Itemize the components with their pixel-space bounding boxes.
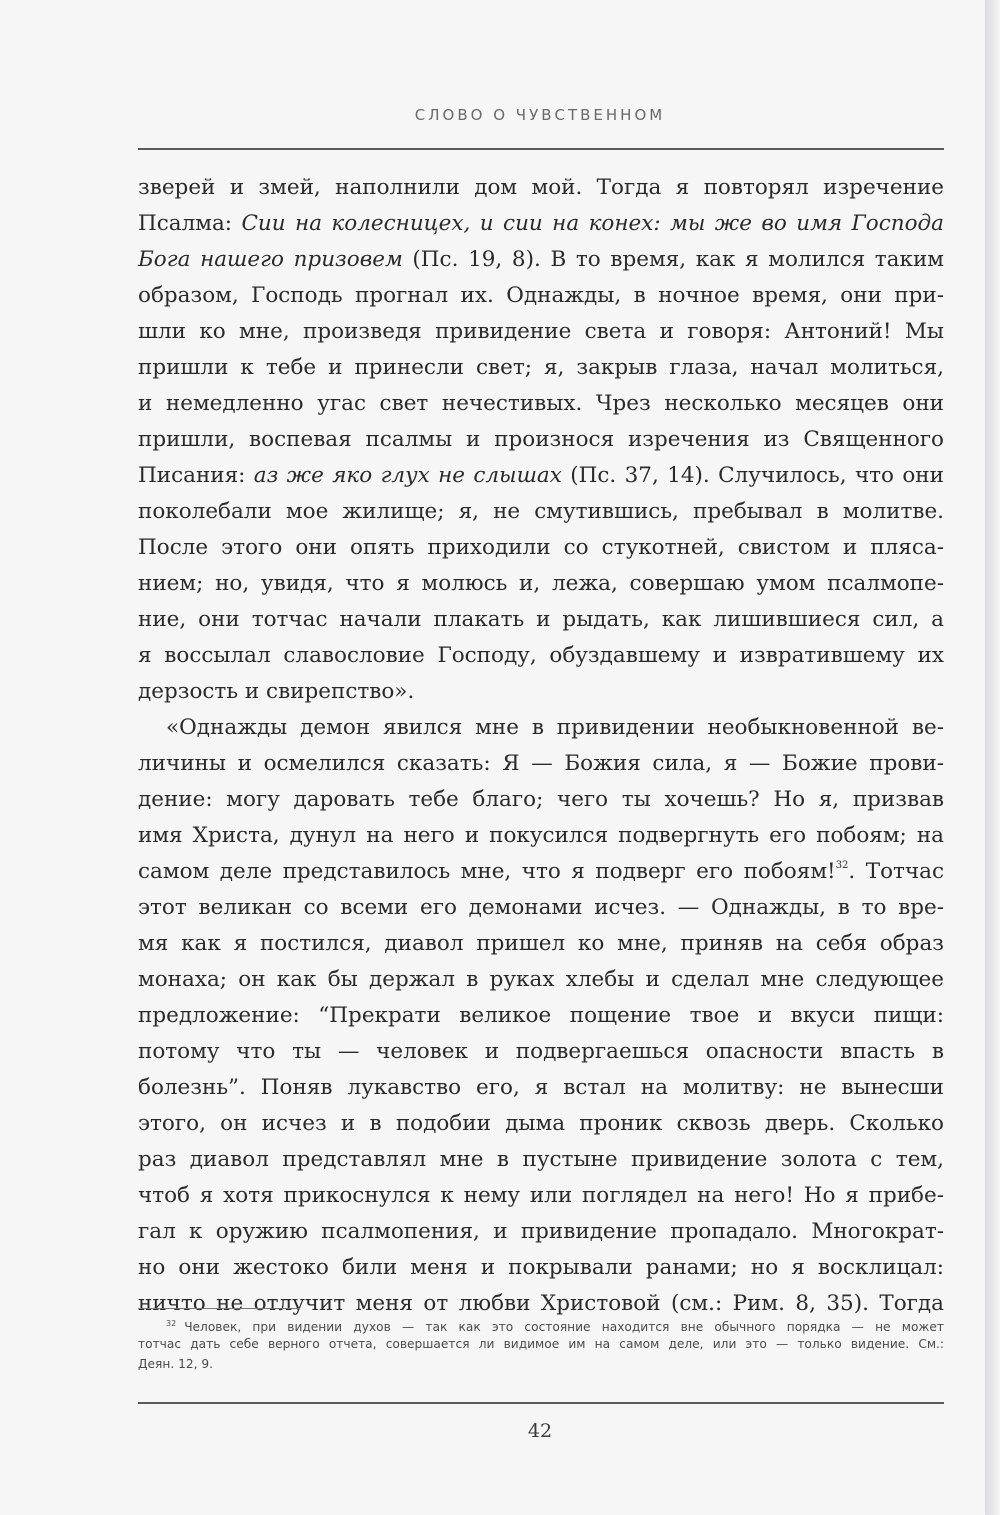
text-line: гал к оружию псалмопения, и привидение пропадало. Многократ- (138, 1219, 944, 1244)
text-line: зверей и змей, наполнили дом мой. Тогда я повторял изречение (138, 175, 944, 200)
footnote-separator (138, 1308, 300, 1309)
text-line: предложение: “Прекрати великое пощение твое и вкуси пищи: (138, 1003, 944, 1028)
text-line: потому что ты — человек и подвергаешься опасности впасть в (138, 1039, 944, 1064)
text-line: и немедленно угас свет нечестивых. Чрез несколько месяцев они (138, 391, 944, 416)
text-line: этот великан со всеми его демонами исчез. — Однажды, в то вре- (138, 895, 944, 920)
text-line: болезнь”. Поняв лукавство его, я встал на молитву: не вынесши (138, 1075, 944, 1100)
text-line (138, 242, 944, 278)
text-line: дение: могу даровать тебе благо; чего ты хочешь? Но я, призвав (138, 787, 944, 812)
text-line: чтоб я хотя прикоснулся к нему или поглядел на него! Но я прибе- (138, 1183, 944, 1208)
text-fragment: самом деле представилось мне, что я подверг его побоям! (138, 859, 836, 884)
footnote-ref[interactable]: 32 (835, 860, 849, 871)
main-text (138, 170, 944, 1322)
text-line: образом, Господь прогнал их. Однажды, в ночное время, они при- (138, 283, 944, 308)
footnote-text: Человек, при видении духов — так как это состояние находится вне обычного порядка — не может (184, 1320, 944, 1334)
text-line: этого, он исчез и в подобии дыма проник сквозь дверь. Сколько (138, 1111, 944, 1136)
text-line: «Однажды демон явился мне в привидении необыкновенной ве- (166, 715, 944, 740)
page-number: 42 (527, 1420, 553, 1442)
text-line: шли ко мне, произведя привидение света и говоря: Антоний! Мы (138, 319, 944, 344)
text-line: но они жестоко били меня и покрывали ранами; но я восклицал: (138, 1255, 944, 1280)
text-line: я воссылал славословие Господу, обуздавшему и извратившему их (138, 643, 944, 668)
text-line: имя Христа, дунул на него и покусился подвергнуть его побоям; на (138, 823, 944, 848)
text-line: дерзость и свирепство». (138, 679, 415, 704)
text-line: После этого они опять приходили со стукотней, свистом и пляса- (138, 535, 944, 560)
text-line: ничто не отлучит меня от любви Христовой (см.: Рим. 8, 35). Тогда (138, 1291, 944, 1316)
scripture-quote: аз же яко глух не слышах (253, 463, 562, 488)
footnote (138, 1314, 944, 1374)
scripture-quote: Сии на колесницех, и сии на конех: мы же во имя Господа (241, 211, 944, 236)
text-fragment: (Пс. 19, 8). В то время, как я молился таким (412, 247, 944, 272)
text-line (138, 854, 944, 890)
text-line: раз диавол представлял мне в пустыне привидение золота с тем, (138, 1147, 944, 1172)
text-line: монаха; он как бы держал в руках хлебы и сделал мне следующее (138, 967, 944, 992)
page-edge-shadow (985, 0, 1000, 1515)
text-line: поколебали мое жилище; я, не смутившись, пребывал в молитве. (138, 499, 944, 524)
text-line (138, 458, 944, 494)
text-line: личины и осмелился сказать: Я — Божия сила, я — Божие прови- (138, 751, 944, 776)
header-rule (138, 148, 944, 150)
footnote-line: тотчас дать себе верного отчета, совершается ли видимое им на самом деле, или это — только видение. См.: (138, 1337, 944, 1351)
footnote-line: Деян. 12, 9. (138, 1357, 213, 1371)
text-fragment: (Пс. 37, 14). Случилось, что они (570, 463, 944, 488)
text-fragment: . Тотчас (848, 859, 944, 884)
scripture-quote: Бога нашего призовем (138, 247, 403, 272)
text-fragment: Писания: (138, 463, 246, 488)
footnote-number: 32 (166, 1319, 177, 1328)
text-line: мя как я постился, диавол пришел ко мне, приняв на себя образ (138, 931, 944, 956)
text-line: Псалма: Сии на колесницех, и сии на конех: мы же во имя Господа (138, 211, 944, 236)
text-line: пришли, воспевая псалмы и произнося изречения из Священного (138, 427, 944, 452)
footer-rule (138, 1402, 944, 1404)
running-head: СЛОВО О ЧУВСТВЕННОМ (414, 106, 666, 124)
text-line: пришли к тебе и принесли свет; я, закрыв глаза, начал молиться, (138, 355, 944, 380)
text-line: нием; но, увидя, что я молюсь и, лежа, совершаю умом псалмопе- (138, 571, 944, 596)
text-line: ние, они тотчас начали плакать и рыдать, как лишившиеся сил, а (138, 607, 944, 632)
footnote-line (138, 1314, 944, 1334)
